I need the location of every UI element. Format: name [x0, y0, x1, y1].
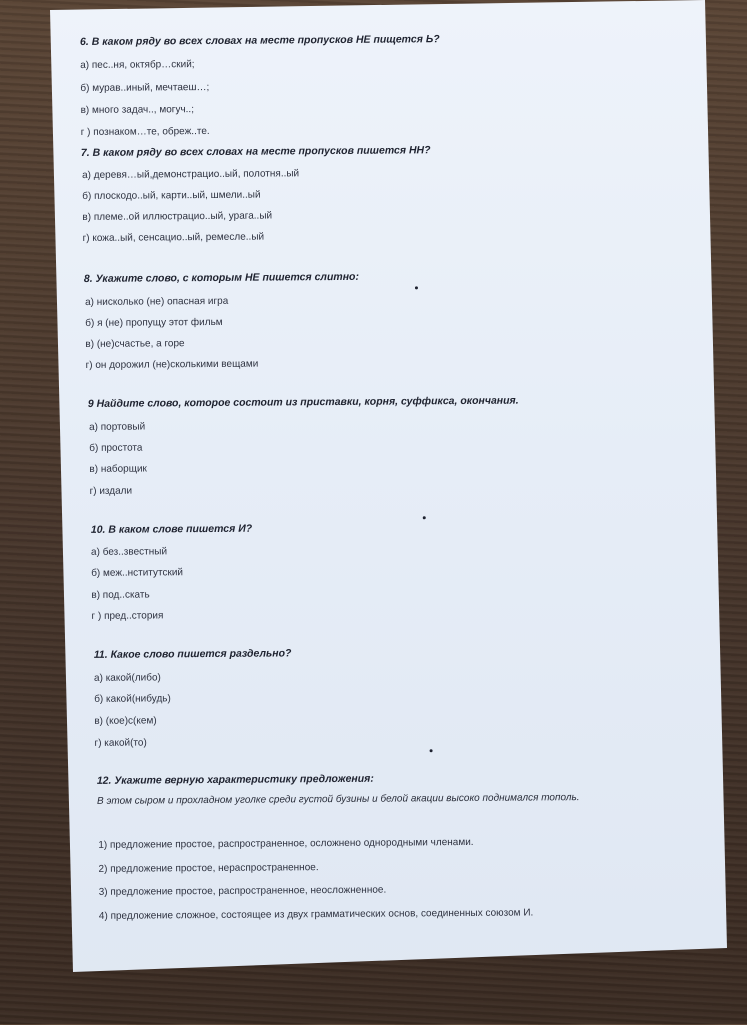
question-7-option-b: б) плоскодо..ый, карти..ый, шмели..ый	[82, 189, 261, 202]
question-11-title: 11. Какое слово пишется раздельно?	[93, 647, 292, 661]
question-7-option-d: г) кожа..ый, сенсацио..ый, ремесле..ый	[82, 231, 265, 244]
question-10-option-d: г ) пред..стория	[91, 610, 164, 622]
ink-speck	[415, 286, 418, 289]
question-9-option-a: а) портовый	[89, 421, 146, 433]
question-6-option-b: б) мурав..иный, мечтаеш…;	[80, 81, 210, 94]
question-6-title: 6. В каком ряду во всех словах на месте пропусков НЕ пищется Ь?	[79, 33, 440, 48]
question-11-option-a: а) какой(либо)	[93, 672, 161, 684]
question-12-title: 12. Укажите верную характеристику предложения:	[96, 772, 374, 787]
question-10-option-a: а) без..звестный	[90, 546, 168, 558]
ink-speck	[423, 516, 426, 519]
ink-speck	[430, 749, 433, 752]
question-12-sentence: В этом сыром и прохладном уголке среди густой бузины и белой акации высоко поднимался тополь.	[96, 792, 580, 807]
question-7-option-a: а) деревя…ый,демонстрацио..ый, полотня..ый	[82, 168, 300, 181]
question-7-option-c: в) племе..ой иллюстрацио..ый, урага..ый	[82, 210, 273, 223]
question-12-option-1: 1) предложение простое, распространенное, осложнено однородными членами.	[98, 836, 474, 851]
question-9-option-b: б) простота	[89, 442, 143, 454]
question-9-title: 9 Найдите слово, которое состоит из приставки, корня, суффикса, окончания.	[87, 394, 519, 410]
question-10-title: 10. В каком слове пишется И?	[90, 522, 253, 536]
question-11-option-b: б) какой(нибудь)	[94, 693, 171, 705]
question-9-option-d: г) издали	[89, 485, 133, 497]
question-6-option-c: в) много задач.., могуч..;	[80, 104, 195, 116]
question-8-option-b: б) я (не) пропущу этот фильм	[85, 316, 223, 329]
question-6-option-d: г ) познаком…те, обреж..те.	[80, 125, 210, 138]
question-10-option-b: б) меж..нститутский	[91, 567, 184, 579]
question-8-option-a: а) нисколько (не) опасная игра	[85, 295, 229, 308]
question-10-option-c: в) под..скать	[91, 589, 150, 601]
question-8-option-c: в) (не)счастье, а горе	[85, 338, 185, 350]
question-12-option-3: 3) предложение простое, распространенное, неосложненное.	[98, 884, 387, 898]
question-12-option-2: 2) предложение простое, нераспространенное.	[98, 862, 319, 875]
question-11-option-d: г) какой(то)	[94, 737, 147, 749]
question-8-option-d: г) он дорожил (не)сколькими вещами	[85, 358, 259, 371]
question-12-option-4: 4) предложение сложное, состоящее из двух грамматических основ, соединенных союзом И.	[98, 907, 534, 922]
question-7-title: 7. В каком ряду во всех словах на месте пропусков пишется НН?	[80, 144, 431, 159]
question-6-option-a: а) пес..ня, октябр…ский;	[80, 59, 195, 71]
question-9-option-c: в) наборщик	[89, 463, 147, 475]
question-11-option-c: в) (кое)с(кем)	[94, 715, 157, 727]
question-8-title: 8. Укажите слово, с которым НЕ пишется слитно:	[83, 270, 359, 285]
